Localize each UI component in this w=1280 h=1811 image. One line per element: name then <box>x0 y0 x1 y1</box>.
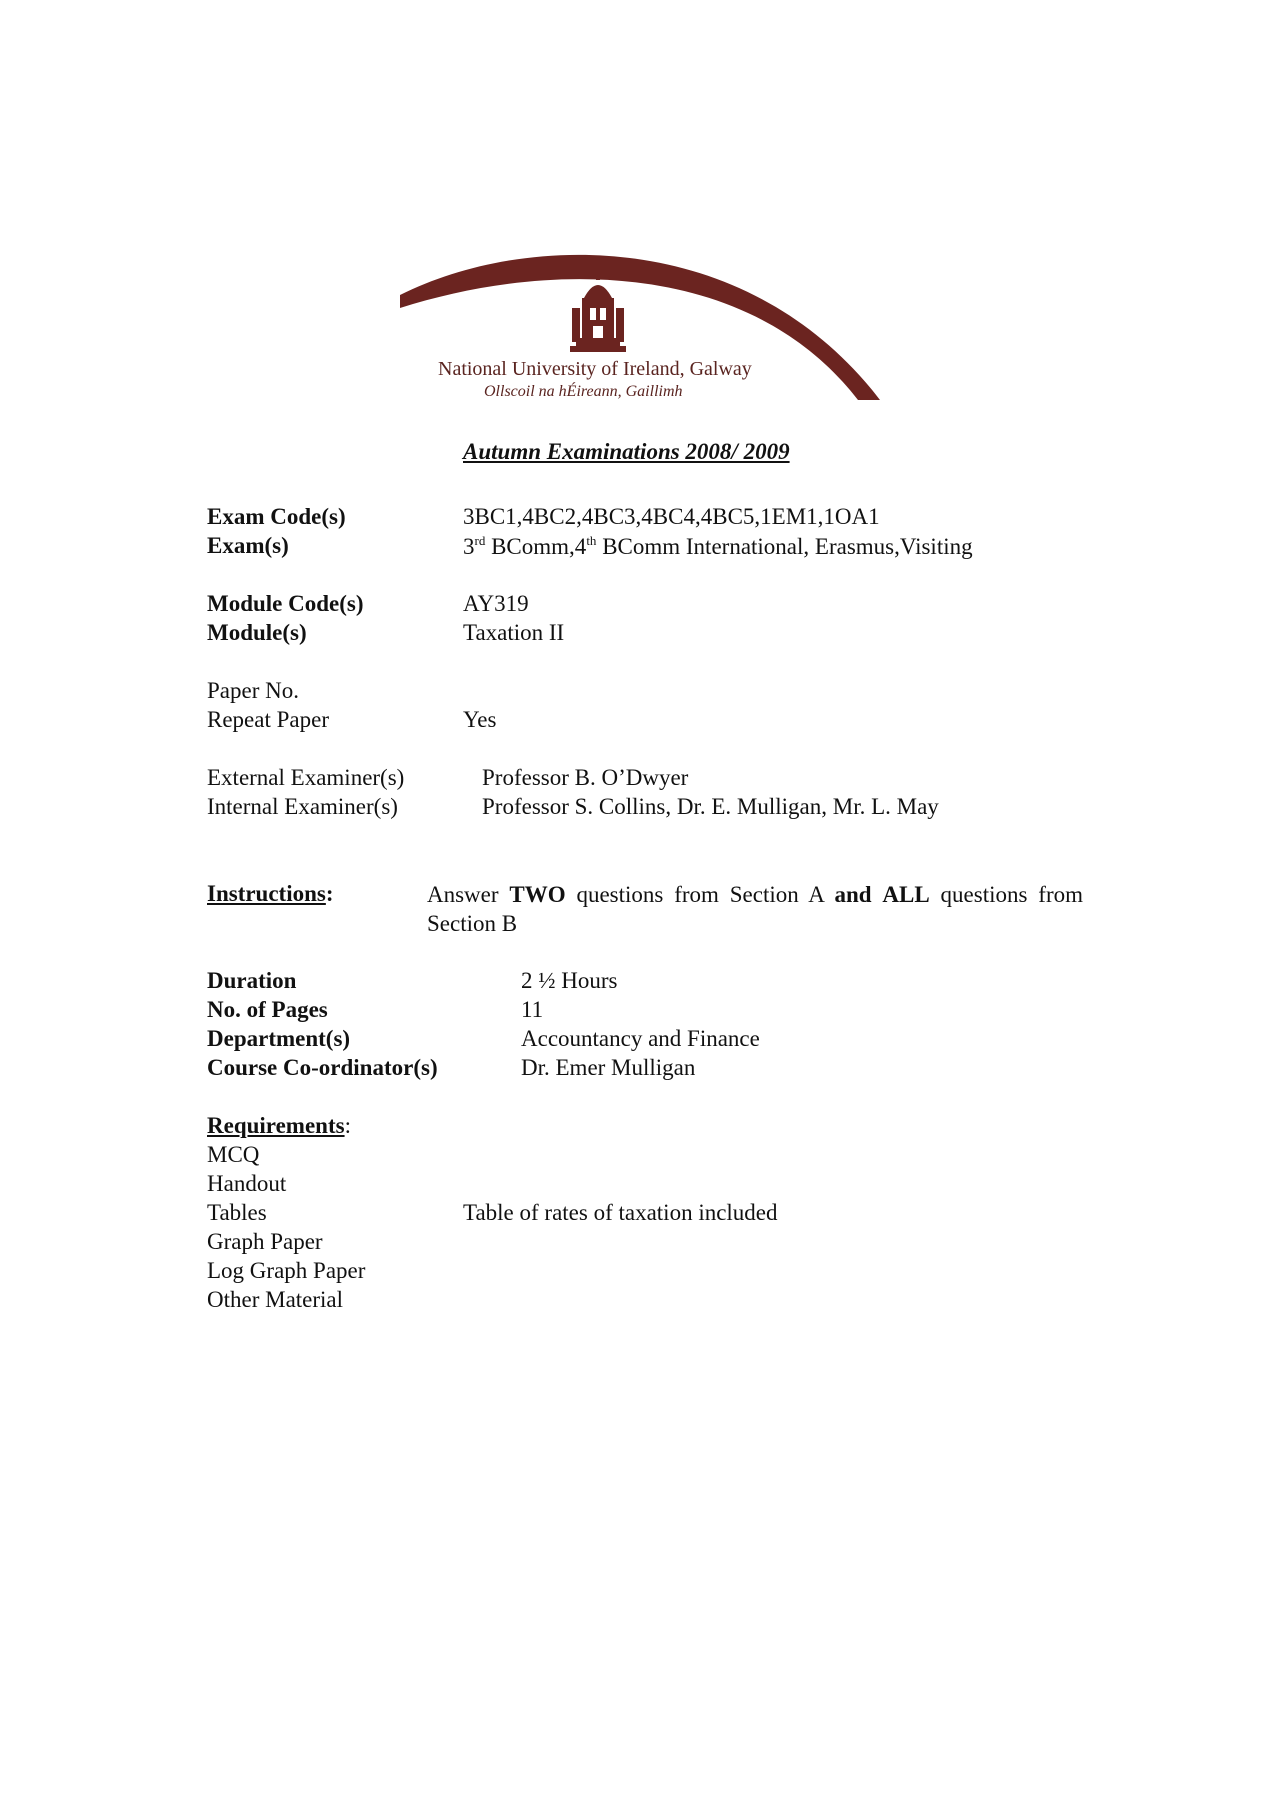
requirement-item: Handout <box>207 1171 287 1196</box>
repeat-paper-value: Yes <box>463 707 497 732</box>
requirement-item: Log Graph Paper <box>207 1258 366 1283</box>
exam-code-label: Exam Code(s) <box>207 504 346 529</box>
repeat-paper-label: Repeat Paper <box>207 707 329 732</box>
logo-university-name: National University of Ireland, Galway <box>438 358 752 380</box>
duration-label: Duration <box>207 968 297 993</box>
external-examiner-label: External Examiner(s) <box>207 765 405 790</box>
pages-label: No. of Pages <box>207 997 328 1022</box>
paper-number-label: Paper No. <box>207 678 299 703</box>
exams-value: 3rd BComm,4th BComm International, Erasmus,Visiting <box>463 533 973 559</box>
module-code-label: Module Code(s) <box>207 591 364 616</box>
university-logo <box>400 250 880 410</box>
internal-examiner-value: Professor S. Collins, Dr. E. Mulligan, Mr. L. May <box>482 794 939 819</box>
logo-irish-name: Ollscoil na hÉireann, Gaillimh <box>484 383 683 400</box>
module-name-label: Module(s) <box>207 620 307 645</box>
requirement-item: Tables <box>207 1200 267 1225</box>
department-label: Department(s) <box>207 1026 351 1051</box>
requirement-item: Graph Paper <box>207 1229 323 1254</box>
module-code-value: AY319 <box>463 591 529 616</box>
exam-code-value: 3BC1,4BC2,4BC3,4BC4,4BC5,1EM1,1OA1 <box>463 504 880 529</box>
pages-value: 11 <box>521 997 544 1022</box>
tables-note: Table of rates of taxation included <box>463 1200 778 1225</box>
requirements-label: Requirements: <box>207 1113 351 1138</box>
requirement-item: Other Material <box>207 1287 344 1312</box>
duration-value: 2 ½ Hours <box>521 968 618 993</box>
instructions-label: Instructions: <box>207 881 334 906</box>
module-name-value: Taxation II <box>463 620 565 645</box>
coordinator-label: Course Co-ordinator(s) <box>207 1055 438 1080</box>
page-title: Autumn Examinations 2008/ 2009 <box>463 439 790 464</box>
internal-examiner-label: Internal Examiner(s) <box>207 794 398 819</box>
coordinator-value: Dr. Emer Mulligan <box>521 1055 696 1080</box>
exams-label: Exam(s) <box>207 533 289 558</box>
requirement-item: MCQ <box>207 1142 260 1167</box>
external-examiner-value: Professor B. O’Dwyer <box>482 765 689 790</box>
instructions-text: Answer TWO questions from Section A and ALL questions from Section B <box>427 882 1083 936</box>
department-value: Accountancy and Finance <box>521 1026 760 1051</box>
